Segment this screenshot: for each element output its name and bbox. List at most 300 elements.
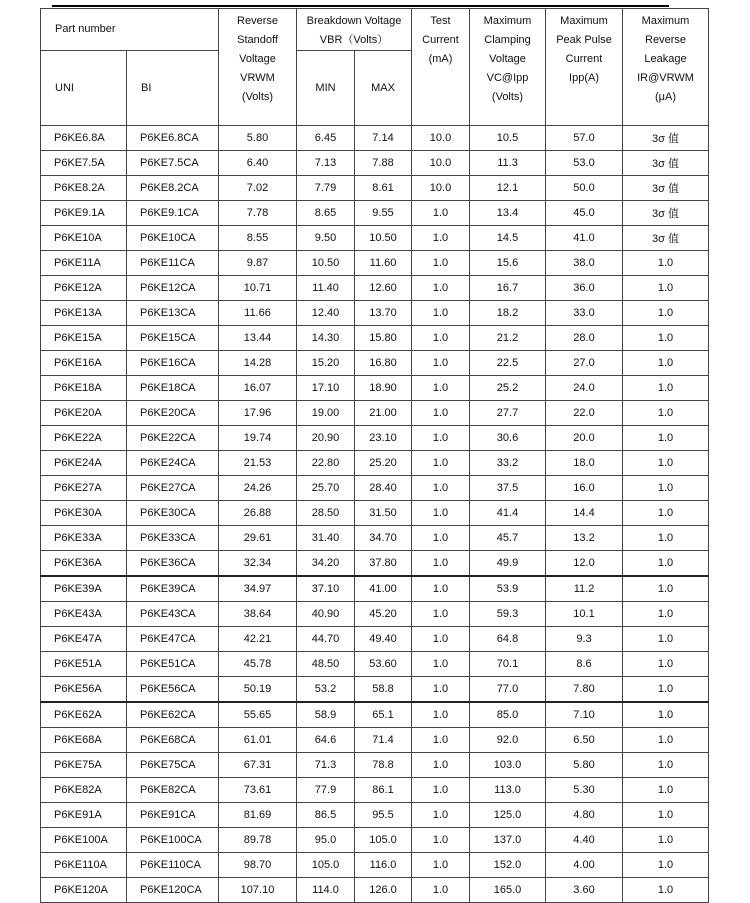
standoff-voltage-cell: 17.96 xyxy=(219,401,297,426)
standoff-voltage-header xyxy=(219,9,297,126)
leakage-cell: 1.0 xyxy=(623,276,709,301)
peak-pulse-current-cell: 4.80 xyxy=(546,803,623,828)
leakage-cell: 1.0 xyxy=(623,828,709,853)
peak-pulse-current-cell: 38.0 xyxy=(546,251,623,276)
uni-part-cell: P6KE47A xyxy=(41,627,127,652)
vbr-min-cell: 77.9 xyxy=(297,778,355,803)
vbr-max-cell: 105.0 xyxy=(355,828,412,853)
leakage-cell: 1.0 xyxy=(623,753,709,778)
leakage-cell: 1.0 xyxy=(623,551,709,577)
standoff-voltage-cell: 42.21 xyxy=(219,627,297,652)
bi-part-cell: P6KE18CA xyxy=(127,376,219,401)
standoff-voltage-cell: 16.07 xyxy=(219,376,297,401)
table-row xyxy=(41,176,709,201)
bi-part-cell: P6KE36CA xyxy=(127,551,219,577)
header-line: Maximum xyxy=(560,15,608,27)
vbr-min-cell: 7.79 xyxy=(297,176,355,201)
vbr-max-cell: 86.1 xyxy=(355,778,412,803)
leakage-cell: 1.0 xyxy=(623,401,709,426)
vbr-max-cell: 41.00 xyxy=(355,576,412,602)
table-row xyxy=(41,151,709,176)
vbr-min-cell: 15.20 xyxy=(297,351,355,376)
clamping-voltage-cell: 12.1 xyxy=(470,176,546,201)
uni-header: UNI xyxy=(41,51,127,126)
test-current-cell: 1.0 xyxy=(412,501,470,526)
test-current-cell: 1.0 xyxy=(412,576,470,602)
test-current-cell: 1.0 xyxy=(412,551,470,577)
leakage-cell: 3σ 值 xyxy=(623,201,709,226)
table-row xyxy=(41,526,709,551)
vbr-min-cell: 14.30 xyxy=(297,326,355,351)
vbr-max-cell: 21.00 xyxy=(355,401,412,426)
test-current-cell: 1.0 xyxy=(412,301,470,326)
uni-part-cell: P6KE18A xyxy=(41,376,127,401)
clamping-voltage-cell: 33.2 xyxy=(470,451,546,476)
vbr-min-cell: 12.40 xyxy=(297,301,355,326)
test-current-cell: 1.0 xyxy=(412,476,470,501)
vbr-min-cell: 34.20 xyxy=(297,551,355,577)
test-current-cell: 1.0 xyxy=(412,251,470,276)
clamping-voltage-cell: 27.7 xyxy=(470,401,546,426)
uni-part-cell: P6KE36A xyxy=(41,551,127,577)
min-header: MIN xyxy=(297,51,355,126)
leakage-cell: 1.0 xyxy=(623,652,709,677)
test-current-cell: 1.0 xyxy=(412,778,470,803)
table-row xyxy=(41,728,709,753)
uni-part-cell: P6KE15A xyxy=(41,326,127,351)
uni-part-cell: P6KE7.5A xyxy=(41,151,127,176)
leakage-cell: 1.0 xyxy=(623,627,709,652)
vbr-min-cell: 19.00 xyxy=(297,401,355,426)
vbr-max-cell: 95.5 xyxy=(355,803,412,828)
standoff-voltage-cell: 67.31 xyxy=(219,753,297,778)
leakage-cell: 1.0 xyxy=(623,803,709,828)
table-row xyxy=(41,576,709,602)
uni-part-cell: P6KE82A xyxy=(41,778,127,803)
standoff-voltage-cell: 7.78 xyxy=(219,201,297,226)
uni-part-cell: P6KE8.2A xyxy=(41,176,127,201)
test-current-cell: 1.0 xyxy=(412,451,470,476)
table-row xyxy=(41,778,709,803)
peak-pulse-current-cell: 4.40 xyxy=(546,828,623,853)
table-row xyxy=(41,753,709,778)
table-row xyxy=(41,828,709,853)
leakage-cell: 1.0 xyxy=(623,451,709,476)
vbr-max-cell: 126.0 xyxy=(355,878,412,903)
table-row xyxy=(41,803,709,828)
header-line: Voltage xyxy=(489,53,526,65)
standoff-voltage-cell: 38.64 xyxy=(219,602,297,627)
vbr-max-cell: 7.88 xyxy=(355,151,412,176)
header-line: VC@Ipp xyxy=(486,72,529,84)
vbr-max-cell: 78.8 xyxy=(355,753,412,778)
vbr-min-cell: 17.10 xyxy=(297,376,355,401)
clamping-voltage-cell: 13.4 xyxy=(470,201,546,226)
vbr-min-cell: 44.70 xyxy=(297,627,355,652)
table-row xyxy=(41,351,709,376)
clamping-voltage-cell: 137.0 xyxy=(470,828,546,853)
peak-pulse-current-cell: 13.2 xyxy=(546,526,623,551)
vbr-max-cell: 10.50 xyxy=(355,226,412,251)
clamping-voltage-cell: 125.0 xyxy=(470,803,546,828)
header-line: (Volts) xyxy=(241,91,274,103)
clamping-voltage-cell: 64.8 xyxy=(470,627,546,652)
test-current-cell: 1.0 xyxy=(412,753,470,778)
header-line: (mA) xyxy=(428,53,453,65)
header-line: Reverse xyxy=(645,34,686,46)
clamping-voltage-cell: 15.6 xyxy=(470,251,546,276)
vbr-max-cell: 13.70 xyxy=(355,301,412,326)
test-current-cell: 1.0 xyxy=(412,828,470,853)
clamping-voltage-cell: 92.0 xyxy=(470,728,546,753)
vbr-max-cell: 11.60 xyxy=(355,251,412,276)
test-current-cell: 1.0 xyxy=(412,326,470,351)
clamping-voltage-cell: 25.2 xyxy=(470,376,546,401)
test-current-cell: 1.0 xyxy=(412,878,470,903)
vbr-min-cell: 53.2 xyxy=(297,677,355,703)
leakage-cell: 1.0 xyxy=(623,853,709,878)
standoff-voltage-cell: 10.71 xyxy=(219,276,297,301)
leakage-cell: 1.0 xyxy=(623,426,709,451)
part-number-header: Part number xyxy=(41,9,219,51)
header-line: Breakdown Voltage xyxy=(306,15,402,27)
leakage-cell: 1.0 xyxy=(623,602,709,627)
peak-pulse-current-cell: 53.0 xyxy=(546,151,623,176)
vbr-max-cell: 7.14 xyxy=(355,126,412,151)
peak-pulse-current-cell: 8.6 xyxy=(546,652,623,677)
uni-part-cell: P6KE16A xyxy=(41,351,127,376)
vbr-min-cell: 48.50 xyxy=(297,652,355,677)
peak-pulse-current-cell: 27.0 xyxy=(546,351,623,376)
clamping-voltage-cell: 18.2 xyxy=(470,301,546,326)
vbr-max-cell: 34.70 xyxy=(355,526,412,551)
table-header xyxy=(41,9,709,126)
header-line: Maximum xyxy=(641,15,690,27)
peak-pulse-current-cell: 10.1 xyxy=(546,602,623,627)
uni-part-cell: P6KE39A xyxy=(41,576,127,602)
header-line: VBR（Volts） xyxy=(319,34,389,46)
bi-part-cell: P6KE13CA xyxy=(127,301,219,326)
bi-part-cell: P6KE47CA xyxy=(127,627,219,652)
bi-part-cell: P6KE7.5CA xyxy=(127,151,219,176)
test-current-cell: 1.0 xyxy=(412,276,470,301)
leakage-cell: 1.0 xyxy=(623,376,709,401)
bi-part-cell: P6KE43CA xyxy=(127,602,219,627)
table-row xyxy=(41,276,709,301)
bi-part-cell: P6KE62CA xyxy=(127,702,219,728)
clamping-voltage-cell: 10.5 xyxy=(470,126,546,151)
bi-part-cell: P6KE110CA xyxy=(127,853,219,878)
standoff-voltage-cell: 9.87 xyxy=(219,251,297,276)
vbr-min-cell: 28.50 xyxy=(297,501,355,526)
leakage-cell: 1.0 xyxy=(623,702,709,728)
clamping-voltage-cell: 85.0 xyxy=(470,702,546,728)
leakage-cell: 3σ 值 xyxy=(623,151,709,176)
clamping-voltage-cell: 49.9 xyxy=(470,551,546,577)
vbr-max-cell: 45.20 xyxy=(355,602,412,627)
leakage-cell: 1.0 xyxy=(623,476,709,501)
bi-part-cell: P6KE100CA xyxy=(127,828,219,853)
vbr-min-cell: 11.40 xyxy=(297,276,355,301)
uni-part-cell: P6KE100A xyxy=(41,828,127,853)
table-row xyxy=(41,476,709,501)
leakage-cell: 1.0 xyxy=(623,526,709,551)
leakage-cell: 1.0 xyxy=(623,351,709,376)
vbr-min-cell: 9.50 xyxy=(297,226,355,251)
standoff-voltage-cell: 8.55 xyxy=(219,226,297,251)
clamping-voltage-cell: 11.3 xyxy=(470,151,546,176)
vbr-max-cell: 71.4 xyxy=(355,728,412,753)
test-current-cell: 1.0 xyxy=(412,201,470,226)
clamping-voltage-cell: 77.0 xyxy=(470,677,546,703)
peak-pulse-current-cell: 57.0 xyxy=(546,126,623,151)
vbr-min-cell: 31.40 xyxy=(297,526,355,551)
uni-part-cell: P6KE51A xyxy=(41,652,127,677)
header-line: Current xyxy=(565,53,603,65)
uni-part-cell: P6KE6.8A xyxy=(41,126,127,151)
uni-part-cell: P6KE13A xyxy=(41,301,127,326)
table-row xyxy=(41,702,709,728)
standoff-voltage-cell: 13.44 xyxy=(219,326,297,351)
bi-part-cell: P6KE56CA xyxy=(127,677,219,703)
clamping-voltage-cell: 45.7 xyxy=(470,526,546,551)
header-line: Reverse xyxy=(237,15,278,27)
vbr-min-cell: 6.45 xyxy=(297,126,355,151)
clamping-voltage-cell: 59.3 xyxy=(470,602,546,627)
vbr-max-cell: 15.80 xyxy=(355,326,412,351)
peak-pulse-current-cell: 5.30 xyxy=(546,778,623,803)
standoff-voltage-cell: 5.80 xyxy=(219,126,297,151)
bi-header: BI xyxy=(127,51,219,126)
uni-part-cell: P6KE68A xyxy=(41,728,127,753)
clamping-voltage-cell: 21.2 xyxy=(470,326,546,351)
vbr-max-cell: 116.0 xyxy=(355,853,412,878)
vbr-min-cell: 64.6 xyxy=(297,728,355,753)
uni-part-cell: P6KE62A xyxy=(41,702,127,728)
test-current-cell: 10.0 xyxy=(412,176,470,201)
bi-part-cell: P6KE51CA xyxy=(127,652,219,677)
clamping-voltage-cell: 103.0 xyxy=(470,753,546,778)
test-current-cell: 1.0 xyxy=(412,853,470,878)
vbr-min-cell: 58.9 xyxy=(297,702,355,728)
test-current-cell: 1.0 xyxy=(412,602,470,627)
uni-part-cell: P6KE56A xyxy=(41,677,127,703)
uni-part-cell: P6KE27A xyxy=(41,476,127,501)
table-row xyxy=(41,853,709,878)
vbr-max-cell: 25.20 xyxy=(355,451,412,476)
uni-part-cell: P6KE33A xyxy=(41,526,127,551)
vbr-max-cell: 37.80 xyxy=(355,551,412,577)
vbr-max-cell: 8.61 xyxy=(355,176,412,201)
vbr-min-cell: 86.5 xyxy=(297,803,355,828)
peak-pulse-current-cell: 33.0 xyxy=(546,301,623,326)
leakage-cell: 1.0 xyxy=(623,576,709,602)
leakage-cell: 3σ 值 xyxy=(623,126,709,151)
test-current-cell: 1.0 xyxy=(412,627,470,652)
header-line: Current xyxy=(422,34,459,46)
table-row xyxy=(41,602,709,627)
peak-pulse-current-cell: 11.2 xyxy=(546,576,623,602)
table-row xyxy=(41,401,709,426)
clamping-voltage-cell: 165.0 xyxy=(470,878,546,903)
header-line: Standoff xyxy=(237,34,278,46)
table-row xyxy=(41,301,709,326)
test-current-cell: 1.0 xyxy=(412,803,470,828)
bi-part-cell: P6KE22CA xyxy=(127,426,219,451)
bi-part-cell: P6KE33CA xyxy=(127,526,219,551)
peak-pulse-current-cell: 6.50 xyxy=(546,728,623,753)
bi-part-cell: P6KE75CA xyxy=(127,753,219,778)
peak-pulse-current-cell: 14.4 xyxy=(546,501,623,526)
header-line: Voltage xyxy=(239,53,276,65)
bi-part-cell: P6KE24CA xyxy=(127,451,219,476)
clamping-voltage-header xyxy=(470,9,546,126)
peak-pulse-current-cell: 18.0 xyxy=(546,451,623,476)
vbr-max-cell: 23.10 xyxy=(355,426,412,451)
test-current-cell: 1.0 xyxy=(412,526,470,551)
leakage-cell: 1.0 xyxy=(623,251,709,276)
table-row xyxy=(41,376,709,401)
clamping-voltage-cell: 152.0 xyxy=(470,853,546,878)
standoff-voltage-cell: 107.10 xyxy=(219,878,297,903)
vbr-min-cell: 40.90 xyxy=(297,602,355,627)
specification-table xyxy=(40,8,709,903)
test-current-cell: 1.0 xyxy=(412,426,470,451)
vbr-min-cell: 20.90 xyxy=(297,426,355,451)
table-row xyxy=(41,677,709,703)
vbr-max-cell: 12.60 xyxy=(355,276,412,301)
peak-pulse-current-cell: 5.80 xyxy=(546,753,623,778)
standoff-voltage-cell: 14.28 xyxy=(219,351,297,376)
leakage-cell: 1.0 xyxy=(623,501,709,526)
peak-pulse-current-cell: 36.0 xyxy=(546,276,623,301)
table-row xyxy=(41,226,709,251)
vbr-max-cell: 9.55 xyxy=(355,201,412,226)
test-current-cell: 1.0 xyxy=(412,728,470,753)
vbr-max-cell: 18.90 xyxy=(355,376,412,401)
bi-part-cell: P6KE120CA xyxy=(127,878,219,903)
header-line: (μA) xyxy=(655,91,677,103)
vbr-min-cell: 37.10 xyxy=(297,576,355,602)
bi-part-cell: P6KE20CA xyxy=(127,401,219,426)
uni-part-cell: P6KE22A xyxy=(41,426,127,451)
test-current-cell: 1.0 xyxy=(412,677,470,703)
bi-part-cell: P6KE68CA xyxy=(127,728,219,753)
standoff-voltage-cell: 73.61 xyxy=(219,778,297,803)
vbr-min-cell: 25.70 xyxy=(297,476,355,501)
bi-part-cell: P6KE10CA xyxy=(127,226,219,251)
leakage-cell: 3σ 值 xyxy=(623,226,709,251)
uni-part-cell: P6KE20A xyxy=(41,401,127,426)
uni-part-cell: P6KE12A xyxy=(41,276,127,301)
clamping-voltage-cell: 113.0 xyxy=(470,778,546,803)
standoff-voltage-cell: 34.97 xyxy=(219,576,297,602)
uni-part-cell: P6KE75A xyxy=(41,753,127,778)
clamping-voltage-cell: 22.5 xyxy=(470,351,546,376)
vbr-max-cell: 49.40 xyxy=(355,627,412,652)
table-row xyxy=(41,551,709,577)
header-line: Ipp(A) xyxy=(569,72,599,84)
bi-part-cell: P6KE27CA xyxy=(127,476,219,501)
header-line: (Volts) xyxy=(491,91,524,103)
header-line: Test xyxy=(430,15,451,27)
uni-part-cell: P6KE120A xyxy=(41,878,127,903)
vbr-min-cell: 95.0 xyxy=(297,828,355,853)
leakage-cell: 1.0 xyxy=(623,301,709,326)
table-row xyxy=(41,201,709,226)
standoff-voltage-cell: 89.78 xyxy=(219,828,297,853)
bi-part-cell: P6KE15CA xyxy=(127,326,219,351)
uni-part-cell: P6KE10A xyxy=(41,226,127,251)
standoff-voltage-cell: 45.78 xyxy=(219,652,297,677)
table-row xyxy=(41,251,709,276)
standoff-voltage-cell: 6.40 xyxy=(219,151,297,176)
vbr-min-cell: 22.80 xyxy=(297,451,355,476)
peak-pulse-current-cell: 50.0 xyxy=(546,176,623,201)
standoff-voltage-cell: 11.66 xyxy=(219,301,297,326)
reverse-leakage-header xyxy=(623,9,709,126)
test-current-cell: 10.0 xyxy=(412,151,470,176)
bi-part-cell: P6KE91CA xyxy=(127,803,219,828)
peak-pulse-current-cell: 20.0 xyxy=(546,426,623,451)
test-current-cell: 10.0 xyxy=(412,126,470,151)
peak-pulse-current-cell: 41.0 xyxy=(546,226,623,251)
uni-part-cell: P6KE9.1A xyxy=(41,201,127,226)
leakage-cell: 1.0 xyxy=(623,326,709,351)
peak-pulse-current-cell: 24.0 xyxy=(546,376,623,401)
standoff-voltage-cell: 29.61 xyxy=(219,526,297,551)
vbr-min-cell: 8.65 xyxy=(297,201,355,226)
vbr-max-cell: 58.8 xyxy=(355,677,412,703)
vbr-min-cell: 10.50 xyxy=(297,251,355,276)
vbr-min-cell: 71.3 xyxy=(297,753,355,778)
test-current-cell: 1.0 xyxy=(412,702,470,728)
test-current-cell: 1.0 xyxy=(412,376,470,401)
table-row xyxy=(41,627,709,652)
test-current-header xyxy=(412,9,470,126)
table-row xyxy=(41,878,709,903)
standoff-voltage-cell: 7.02 xyxy=(219,176,297,201)
table-body xyxy=(41,126,709,903)
standoff-voltage-cell: 24.26 xyxy=(219,476,297,501)
bi-part-cell: P6KE82CA xyxy=(127,778,219,803)
standoff-voltage-cell: 26.88 xyxy=(219,501,297,526)
max-header: MAX xyxy=(355,51,412,126)
bi-part-cell: P6KE39CA xyxy=(127,576,219,602)
standoff-voltage-cell: 50.19 xyxy=(219,677,297,703)
vbr-max-cell: 53.60 xyxy=(355,652,412,677)
standoff-voltage-cell: 21.53 xyxy=(219,451,297,476)
header-line: Peak Pulse xyxy=(556,34,612,46)
peak-pulse-current-cell: 9.3 xyxy=(546,627,623,652)
clamping-voltage-cell: 30.6 xyxy=(470,426,546,451)
peak-pulse-current-header xyxy=(546,9,623,126)
leakage-cell: 1.0 xyxy=(623,728,709,753)
peak-pulse-current-cell: 7.80 xyxy=(546,677,623,703)
peak-pulse-current-cell: 12.0 xyxy=(546,551,623,577)
table-row xyxy=(41,426,709,451)
test-current-cell: 1.0 xyxy=(412,226,470,251)
vbr-max-cell: 65.1 xyxy=(355,702,412,728)
vbr-max-cell: 28.40 xyxy=(355,476,412,501)
vbr-min-cell: 7.13 xyxy=(297,151,355,176)
table-row xyxy=(41,326,709,351)
bi-part-cell: P6KE9.1CA xyxy=(127,201,219,226)
uni-part-cell: P6KE43A xyxy=(41,602,127,627)
uni-part-cell: P6KE110A xyxy=(41,853,127,878)
bi-part-cell: P6KE6.8CA xyxy=(127,126,219,151)
header-line: Maximum xyxy=(483,15,532,27)
